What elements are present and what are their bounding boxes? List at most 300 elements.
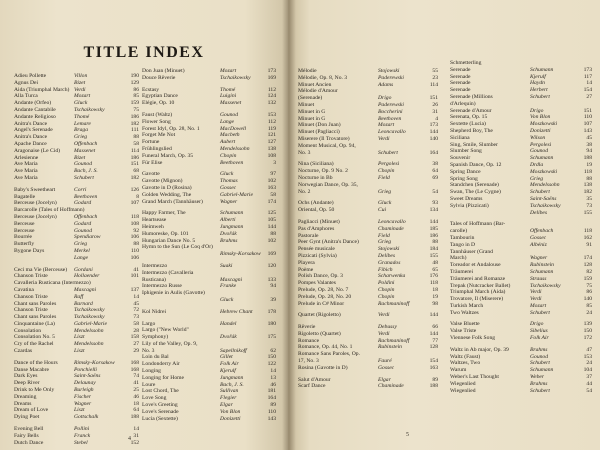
entry-title: Romance Sans Paroles, Op. (298, 351, 360, 358)
entry-composer: Schubert (530, 189, 550, 196)
index-entry (142, 139, 276, 146)
entry-composer: Field (378, 232, 390, 239)
entry-composer: Saint-Saëns (74, 373, 101, 380)
entry-page: 150 (583, 328, 592, 335)
entry-composer: Mozart (378, 122, 395, 129)
entry-title: Pastorale (298, 232, 319, 239)
entry-page: 77 (432, 337, 438, 344)
entry-composer: Chopin (220, 152, 237, 159)
entry-composer: Scharwenka (378, 273, 406, 280)
index-entry (14, 141, 139, 148)
index-entry (14, 175, 139, 182)
entry-composer: Chopin (378, 293, 395, 300)
entry-page: 169 (267, 74, 276, 81)
entry-title: Largo (142, 320, 156, 327)
entry-composer: Massenet (220, 100, 242, 107)
entry-page: 27 (133, 341, 139, 348)
entry-composer: Franke (220, 283, 237, 290)
entry-title: Dying Poet (14, 414, 40, 421)
index-entry (450, 142, 592, 149)
entry-composer: Grieg (378, 188, 392, 195)
entry-title: Minuet (298, 101, 315, 108)
entry-page: 168 (130, 366, 139, 373)
entry-title: Angel's Serenade (14, 127, 53, 134)
entry-composer: Lemare (74, 120, 91, 127)
entry-composer: Hollaender (74, 273, 100, 280)
index-entry (298, 351, 438, 358)
entry-composer: Liszt (74, 348, 85, 355)
index-entry (298, 189, 438, 196)
index-entry (142, 231, 276, 238)
index-entry (14, 228, 139, 235)
entry-composer: Luigini (220, 93, 237, 100)
entry-composer: Field (378, 174, 390, 181)
entry-page: 75 (586, 282, 592, 289)
entry-composer: Grieg (74, 241, 88, 248)
entry-page: 128 (583, 262, 592, 269)
entry-page: 88 (133, 241, 139, 248)
entry-page: 41 (133, 380, 139, 387)
entry-page: 31 (432, 108, 438, 115)
entry-page: 132 (267, 100, 276, 107)
entry-title: Mélodie, Op. 8, No. 3 (298, 74, 348, 81)
entry-page: 110 (130, 247, 139, 254)
entry-title: Minuet in G (298, 108, 326, 115)
entry-composer: Elgar (220, 402, 233, 409)
entry-page: 93 (432, 200, 438, 207)
index-entry (14, 414, 139, 421)
entry-page: 46 (270, 381, 276, 388)
index-entry (450, 196, 592, 203)
index-entry (450, 189, 592, 196)
index-entry (142, 185, 276, 192)
entry-title: Heartsease (142, 217, 167, 224)
entry-composer: Merkel (74, 247, 90, 254)
index-entry (450, 135, 592, 142)
entry-title: Slumber Song (450, 148, 482, 155)
entry-composer: Saint-Saëns (530, 195, 557, 202)
index-entry (298, 273, 438, 280)
entry-title: Souvenir (450, 155, 471, 162)
entry-title: Berceuse (14, 227, 35, 234)
index-entry (450, 162, 592, 169)
entry-composer: Offenbach (530, 228, 554, 235)
index-entry (142, 68, 276, 75)
index-entry (142, 402, 276, 409)
entry-composer: Dvořák (220, 230, 237, 237)
entry-title: Bagatelle (14, 193, 36, 200)
index-entry (142, 132, 276, 139)
entry-composer: Tschaikowsky (530, 282, 561, 289)
entry-title: Spanish Dance, Op. 12 (450, 161, 502, 168)
index-entry (142, 354, 276, 361)
entry-title: Nocturne in Bb (298, 174, 333, 181)
entry-title: Loin du Bal (142, 354, 169, 361)
entry-page: 47 (586, 346, 592, 353)
index-entry (450, 169, 592, 176)
entry-title: Anitra's Dance (14, 134, 48, 141)
entry-page: 144 (429, 129, 438, 136)
entry-composer: Brahms (530, 346, 548, 353)
entry-title: Love Song (142, 395, 167, 402)
index-entry (142, 334, 276, 341)
entry-composer: Gossec (220, 184, 237, 191)
entry-title: Hungarian Dance No. 5 (142, 237, 196, 244)
entry-composer: Wilson (530, 134, 546, 141)
entry-page: 45 (133, 300, 139, 307)
entry-page: 18 (432, 286, 438, 293)
entry-title: Berceuse (14, 220, 35, 227)
entry-title: Dutch Dance (14, 439, 44, 446)
index-entry (450, 155, 592, 162)
index-entry (142, 309, 276, 316)
entry-page: 162 (583, 234, 592, 241)
entry-title: Tales of Hoffmann (Bar- (450, 221, 506, 228)
entry-title: Trepak (Nutcracker Ballet) (450, 282, 511, 289)
entry-title: Happy Farmer, The (142, 210, 186, 217)
entry-title: Sextette (Lucia) (450, 121, 486, 128)
entry-composer: Spendiarow (74, 234, 101, 241)
entry-composer: Tschaikowsky (530, 202, 561, 209)
index-entry (14, 267, 139, 274)
entry-composer: Boccherini (378, 108, 403, 115)
entry-page: 68 (133, 168, 139, 175)
entry-page: 182 (583, 189, 592, 196)
entry-composer: Donizetti (220, 415, 241, 422)
entry-title: Chanson Triste (14, 293, 48, 300)
entry-page: 182 (130, 120, 139, 127)
entry-title: Prelude, Op. 28, No. 20 (298, 293, 352, 300)
entry-composer: Mendelssohn (220, 145, 250, 152)
entry-page: 169 (267, 251, 276, 258)
entry-title: Shepherd Boy, The (450, 127, 493, 134)
entry-page: 106 (130, 234, 139, 241)
entry-page: 140 (429, 135, 438, 142)
entry-page: 14 (133, 293, 139, 300)
entry-composer: Fischer (74, 393, 92, 400)
entry-composer: Von Blon (530, 114, 551, 121)
entry-page: 18 (133, 400, 139, 407)
index-entry (298, 129, 438, 136)
index-entry (298, 102, 438, 109)
entry-composer: Schumann (530, 268, 554, 275)
entry-title: (Serenade) (298, 95, 323, 102)
entry-composer: Strauss (530, 275, 547, 282)
index-entry (14, 301, 139, 308)
entry-page: 66 (432, 324, 438, 331)
entry-page: 24 (586, 309, 592, 316)
entry-page: 58 (133, 320, 139, 327)
index-entry (142, 244, 276, 251)
entry-page: 92 (133, 227, 139, 234)
index-entry (298, 260, 438, 267)
entry-page: 46 (133, 393, 139, 400)
entry-title: Ochs (Andante) (298, 200, 334, 207)
entry-composer: Gluck (220, 171, 234, 178)
entry-composer: Gabriel-Marie (74, 320, 107, 327)
entry-composer: Rubinstein (378, 344, 402, 351)
index-entry (142, 409, 276, 416)
entry-composer: Verdi (378, 330, 390, 337)
index-entry (298, 143, 438, 150)
entry-composer: Grieg (74, 134, 88, 141)
entry-title: Warum (450, 367, 467, 374)
entry-composer: Lange (220, 118, 234, 125)
entry-title: Bourrée (14, 234, 33, 241)
entry-title: Ecstasy (142, 86, 160, 93)
entry-page: 155 (583, 209, 592, 216)
index-entry (450, 374, 592, 381)
index-entry (142, 416, 276, 423)
entry-composer: Schubert (530, 360, 550, 367)
index-entry (450, 321, 592, 328)
entry-page: 188 (429, 383, 438, 390)
entry-title: Romance (298, 337, 320, 344)
entry-title: Valse Triste (450, 328, 477, 335)
entry-title: Minuet (Don Juan) (298, 122, 341, 129)
index-entry (298, 253, 438, 260)
index-entry (142, 146, 276, 153)
entry-page: 88 (133, 134, 139, 141)
entry-composer: Liszt (74, 334, 85, 341)
right-page (288, 0, 600, 450)
entry-composer: Jungmann (220, 374, 244, 381)
entry-page: 13 (270, 374, 276, 381)
entry-page: 14 (270, 368, 276, 375)
entry-title: Rêverie (298, 324, 316, 331)
entry-title: Gavotte (Mignon) (142, 178, 183, 185)
entry-title: Pensée musicale (298, 246, 335, 253)
entry-composer: Rubinstein (530, 262, 554, 269)
entry-page: 73 (133, 314, 139, 321)
index-entry (450, 388, 592, 395)
index-entry (298, 150, 438, 157)
entry-title: Swan, The (Le Cygne) (450, 189, 501, 196)
index-entry (298, 344, 438, 351)
entry-title: Cavatina (14, 286, 34, 293)
entry-title: Quartet (Rigoletto) (298, 312, 341, 319)
index-entry (450, 296, 592, 303)
entry-composer: Drdla (530, 161, 544, 168)
entry-title: Tango in D (450, 241, 476, 248)
entry-page: 86 (586, 289, 592, 296)
entry-title: Lost Chord, The (142, 388, 179, 395)
entry-composer: Bach, J. S. (74, 168, 98, 175)
entry-composer: Beethoven (378, 115, 402, 122)
index-entry (450, 255, 592, 262)
entry-composer: Mendelssohn (74, 341, 104, 348)
entry-page: 125 (267, 210, 276, 217)
entry-composer: Moszkowski (530, 168, 558, 175)
entry-title: Toreador et Andalouse (450, 262, 501, 269)
index-entry (298, 168, 438, 175)
entry-title: Träumerei (450, 268, 474, 275)
entry-title: Sing, Smile, Slumber (450, 141, 498, 148)
index-entry (142, 251, 276, 258)
entry-title: Trovatore, Il (Miserere) (450, 296, 504, 303)
index-entry (298, 267, 438, 274)
entry-composer: Fauré (378, 358, 392, 365)
index-entry (298, 109, 438, 116)
index-entry (450, 128, 592, 135)
entry-composer: Sullivan (220, 388, 239, 395)
entry-title: Dreaming (14, 393, 37, 400)
entry-composer: Alberti (220, 217, 236, 224)
entry-page: 24 (586, 360, 592, 367)
entry-composer: Paderewski (378, 101, 404, 108)
index-entry (450, 328, 592, 335)
entry-composer: Liszt (74, 407, 85, 414)
entry-page: 58 (270, 191, 276, 198)
entry-page: 152 (130, 439, 139, 446)
entry-composer: Gounod (530, 353, 549, 360)
entry-composer: Offenbach (74, 140, 98, 147)
entry-title: Frühlingslied (142, 145, 172, 152)
index-entry (450, 303, 592, 310)
index-entry (450, 87, 592, 94)
entry-title: Dream of Love (14, 407, 49, 414)
entry-page: 186 (130, 154, 139, 161)
index-entry (450, 203, 592, 210)
entry-page: 54 (586, 387, 592, 394)
entry-title: Peer Gynt (Anitra's Dance) (298, 239, 359, 246)
index-entry (298, 358, 438, 365)
entry-page: 186 (429, 232, 438, 239)
entry-composer: Raff (74, 293, 84, 300)
entry-composer: Gounod (74, 161, 93, 168)
entry-composer: Grieg (530, 175, 544, 182)
entry-page: 102 (267, 178, 276, 185)
index-entry (14, 87, 139, 94)
entry-page: 159 (583, 275, 592, 282)
entry-title: No. 2 (298, 188, 311, 195)
index-entry (298, 312, 438, 319)
index-entry (14, 280, 139, 287)
index-entry (450, 367, 592, 374)
index-entry (14, 114, 139, 121)
index-entry (450, 235, 592, 242)
entry-title: Funeral March, Op. 35 (142, 152, 194, 159)
entry-composer: Stojowski (378, 68, 400, 74)
entry-title: Cinquantaine (La) (14, 320, 55, 327)
index-entry (298, 161, 438, 168)
entry-page: 55 (432, 68, 438, 74)
index-entry (298, 383, 438, 390)
entry-composer: Sapellnikoff (220, 347, 247, 354)
entry-page: 190 (130, 73, 139, 79)
entry-composer: Chopin (378, 168, 395, 175)
index-entry (450, 210, 592, 217)
entry-composer: Pergolesi (530, 141, 552, 148)
index-column-4 (450, 60, 592, 394)
entry-page: 19 (432, 293, 438, 300)
entry-composer: Schubert (530, 309, 550, 316)
entry-page: 114 (429, 81, 438, 88)
index-entry (142, 348, 276, 355)
entry-title: Forget Me Not (142, 132, 176, 139)
index-entry (142, 160, 276, 167)
entry-composer: MacDowell (220, 125, 247, 132)
index-entry (14, 360, 139, 367)
entry-page: 154 (429, 358, 438, 365)
entry-page: 117 (583, 73, 592, 80)
index-entry (14, 307, 139, 314)
entry-page: 173 (429, 122, 438, 129)
entry-page: 180 (267, 320, 276, 327)
entry-title: Serenade (450, 87, 471, 94)
entry-composer: Tschaikowsky (74, 314, 105, 321)
index-entry (450, 80, 592, 87)
entry-composer: Gluck (74, 100, 88, 107)
index-entry (450, 354, 592, 361)
entry-composer: Schumann (530, 367, 554, 374)
index-entry (298, 207, 438, 214)
entry-composer: Delibes (378, 252, 396, 259)
entry-composer: Schumann (530, 66, 554, 73)
index-entry (450, 74, 592, 81)
entry-composer: Verdi (378, 312, 390, 319)
entry-page: 101 (130, 273, 139, 280)
entry-title: Serenade (450, 66, 471, 73)
entry-composer: Von Blon (220, 408, 241, 415)
entry-page: 29 (133, 348, 139, 355)
entry-title: Forest Idyl, Op. 28, No. 1 (142, 125, 200, 132)
entry-page: 112 (267, 86, 276, 93)
entry-page: 88 (270, 230, 276, 237)
entry-page: 82 (586, 268, 592, 275)
entry-title: Weber's Last Thought (450, 374, 499, 381)
entry-page: 94 (586, 148, 592, 155)
entry-page: 118 (583, 168, 592, 175)
entry-title: Nocturne, Op. 9 No. 2 (298, 168, 348, 175)
entry-page: 64 (432, 168, 438, 175)
index-entry (298, 200, 438, 207)
entry-title: Sweet Dreams (450, 195, 483, 202)
entry-page: 85 (586, 302, 592, 309)
index-entry (298, 226, 438, 233)
entry-page: 188 (583, 155, 592, 162)
entry-page: 88 (586, 175, 592, 182)
index-entry (298, 219, 438, 226)
entry-page: 111 (131, 127, 139, 134)
entry-page: 182 (130, 174, 139, 181)
entry-title: Waltz (Faust) (450, 353, 481, 360)
entry-composer: Granados (378, 259, 401, 266)
entry-composer: Gossec (378, 364, 395, 371)
entry-page: 86 (133, 86, 139, 93)
entry-title: Serenade d'Amour (450, 107, 492, 114)
entry-composer: Adams (378, 81, 394, 88)
entry-page: 138 (583, 182, 592, 189)
entry-title: Dark Eyes (14, 373, 38, 380)
index-entry (298, 82, 438, 89)
entry-composer: Rimsky-Korsakow (220, 251, 261, 258)
entry-page: 114 (130, 147, 139, 154)
entry-composer: Delibes (530, 209, 548, 216)
entry-composer: Schubert (74, 174, 94, 181)
index-entry (142, 375, 276, 382)
entry-title: Spring Dance (450, 168, 481, 175)
entry-title: Moment Musical, Op. 94, (298, 142, 356, 149)
entry-page: 174 (583, 255, 592, 262)
entry-composer: Macbeth (220, 132, 240, 139)
entry-composer: Dvořák (220, 334, 237, 341)
entry-title: Spring Song (450, 175, 478, 182)
entry-composer: Kjerulf (220, 368, 236, 375)
entry-title: Viennese Folk Song (450, 335, 496, 342)
entry-title: Londonderry Air (142, 361, 180, 368)
entry-composer: Gordani (74, 266, 93, 273)
